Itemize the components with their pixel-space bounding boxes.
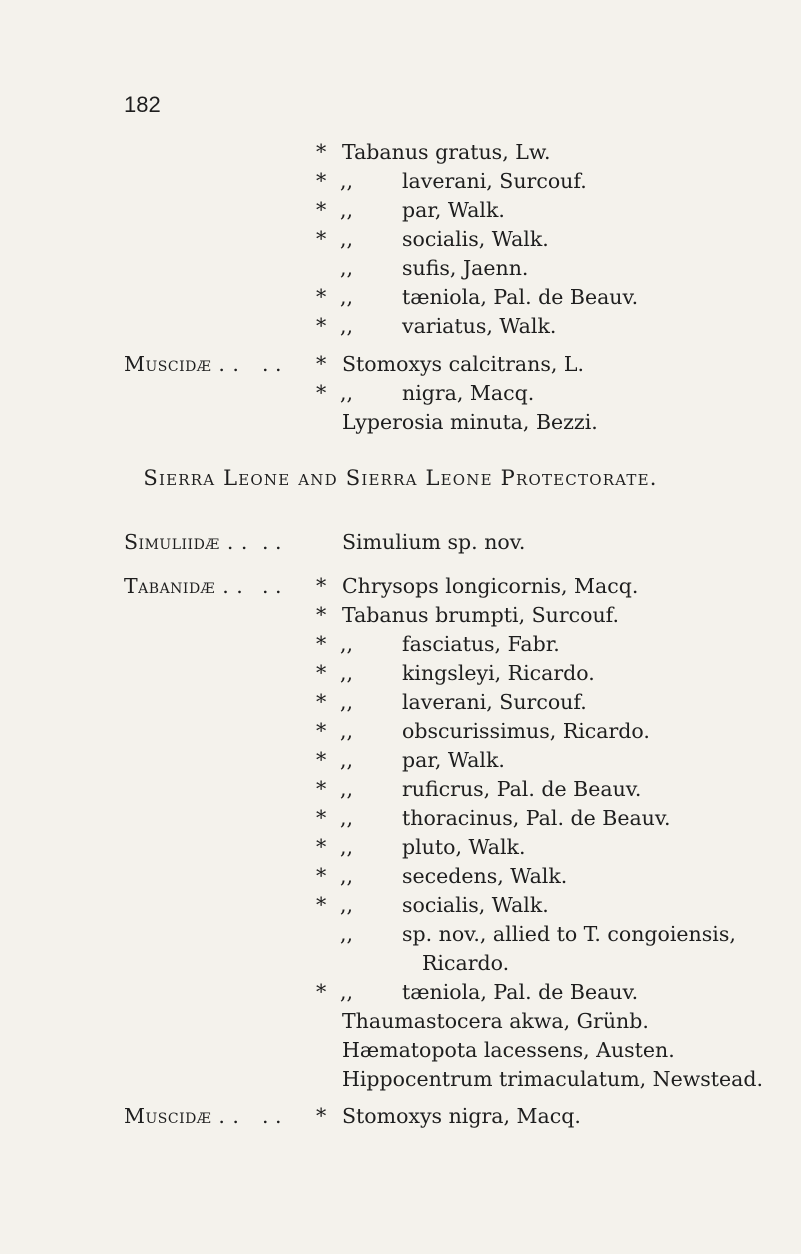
species-name: fasciatus, Fabr. — [402, 632, 560, 656]
species-name: variatus, Walk. — [402, 314, 557, 338]
ditto-mark: ,, — [340, 198, 354, 222]
species-name: Tabanus gratus, Lw. — [342, 140, 551, 164]
species-name: socialis, Walk. — [402, 893, 549, 917]
species-name: Ricardo. — [422, 951, 510, 975]
star-marker: * — [316, 835, 327, 859]
ditto-mark: ,, — [340, 632, 354, 656]
star-marker: * — [316, 352, 327, 376]
ditto-mark: ,, — [340, 256, 354, 280]
entry-dots: . . — [262, 1104, 282, 1128]
entry-dots: . . — [262, 530, 282, 554]
ditto-mark: ,, — [340, 719, 354, 743]
star-marker: * — [316, 285, 327, 309]
star-marker: * — [316, 690, 327, 714]
species-name: ruficrus, Pal. de Beauv. — [402, 777, 642, 801]
species-name: Hæmatopota lacessens, Austen. — [342, 1038, 675, 1062]
species-name: tæniola, Pal. de Beauv. — [402, 285, 639, 309]
ditto-mark: ,, — [340, 806, 354, 830]
species-name: par, Walk. — [402, 748, 505, 772]
section-heading: Sierra Leone and Sierra Leone Protectorate. — [143, 466, 658, 490]
species-name: tæniola, Pal. de Beauv. — [402, 980, 639, 1004]
species-name: Hippocentrum trimaculatum, Newstead. — [342, 1067, 764, 1091]
species-name: pluto, Walk. — [402, 835, 526, 859]
species-name: sp. nov., allied to T. congoiensis, — [402, 922, 736, 946]
species-name: laverani, Surcouf. — [402, 169, 587, 193]
ditto-mark: ,, — [340, 864, 354, 888]
entry-family: Muscidæ . . — [124, 1104, 240, 1128]
ditto-mark: ,, — [340, 661, 354, 685]
star-marker: * — [316, 719, 327, 743]
species-name: Thaumastocera akwa, Grünb. — [342, 1009, 649, 1033]
star-marker: * — [316, 661, 327, 685]
species-name: Stomoxys calcitrans, L. — [342, 352, 585, 376]
species-name: socialis, Walk. — [402, 227, 549, 251]
species-name: nigra, Macq. — [402, 381, 535, 405]
star-marker: * — [316, 169, 327, 193]
star-marker: * — [316, 748, 327, 772]
entry-dots: . . — [262, 352, 282, 376]
species-name: Chrysops longicornis, Macq. — [342, 574, 639, 598]
entry-family: Muscidæ . . — [124, 352, 240, 376]
star-marker: * — [316, 980, 327, 1004]
ditto-mark: ,, — [340, 835, 354, 859]
ditto-mark: ,, — [340, 922, 354, 946]
star-marker: * — [316, 603, 327, 627]
species-name: Stomoxys nigra, Macq. — [342, 1104, 581, 1128]
ditto-mark: ,, — [340, 381, 354, 405]
star-marker: * — [316, 314, 327, 338]
ditto-mark: ,, — [340, 690, 354, 714]
entry-dots: . . — [262, 574, 282, 598]
species-name: par, Walk. — [402, 198, 505, 222]
ditto-mark: ,, — [340, 169, 354, 193]
entry-family: Simuliidæ . . — [124, 530, 248, 554]
star-marker: * — [316, 198, 327, 222]
ditto-mark: ,, — [340, 314, 354, 338]
species-name: obscurissimus, Ricardo. — [402, 719, 650, 743]
species-name: kingsleyi, Ricardo. — [402, 661, 595, 685]
ditto-mark: ,, — [340, 893, 354, 917]
species-name: thoracinus, Pal. de Beauv. — [402, 806, 671, 830]
star-marker: * — [316, 864, 327, 888]
star-marker: * — [316, 140, 327, 164]
star-marker: * — [316, 777, 327, 801]
ditto-mark: ,, — [340, 777, 354, 801]
species-name: Simulium sp. nov. — [342, 530, 526, 554]
star-marker: * — [316, 1104, 327, 1128]
star-marker: * — [316, 893, 327, 917]
entry-family: Tabanidæ . . — [124, 574, 244, 598]
species-name: Lyperosia minuta, Bezzi. — [342, 410, 598, 434]
star-marker: * — [316, 227, 327, 251]
star-marker: * — [316, 806, 327, 830]
ditto-mark: ,, — [340, 980, 354, 1004]
star-marker: * — [316, 574, 327, 598]
species-name: Tabanus brumpti, Surcouf. — [342, 603, 620, 627]
ditto-mark: ,, — [340, 227, 354, 251]
species-name: secedens, Walk. — [402, 864, 568, 888]
star-marker: * — [316, 632, 327, 656]
species-name: sufis, Jaenn. — [402, 256, 529, 280]
ditto-mark: ,, — [340, 285, 354, 309]
page-number: 182 — [124, 92, 161, 117]
star-marker: * — [316, 381, 327, 405]
ditto-mark: ,, — [340, 748, 354, 772]
species-name: laverani, Surcouf. — [402, 690, 587, 714]
